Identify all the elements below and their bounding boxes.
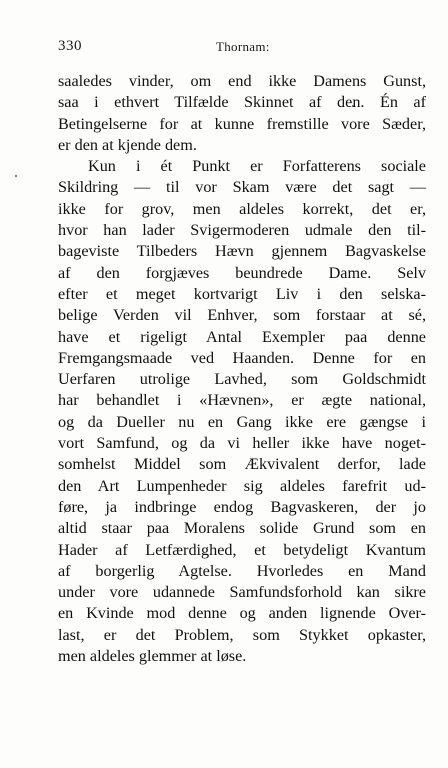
text-line: Hader af Letfærdighed, et betydeligt Kvantum (58, 540, 426, 559)
text-line: have et rigeligt Antal Exempler paa denne (58, 327, 426, 346)
text-line: af den forgjæves beundrede Dame. Selv (58, 263, 426, 282)
text-line: altid staar paa Moralens solide Grund som en (58, 519, 426, 538)
text-line: den Art Lumpenheder sig aldeles farefrit ud- (58, 476, 426, 495)
text-line: somhelst Middel som Ækvivalent derfor, lade (58, 455, 426, 474)
print-speck (15, 175, 17, 177)
text-line: Betingelserne for at kunne fremstille vore Sæder, (58, 114, 426, 133)
text-line: en Kvinde mod denne og anden lignende Over- (58, 604, 426, 623)
text-line: vort Samfund, og da vi heller ikke have noget- (58, 434, 426, 453)
running-head: Thornam: (216, 39, 270, 54)
text-line: Kun i ét Punkt er Forfatterens sociale (88, 157, 426, 176)
page-header (58, 38, 426, 58)
text-line: Uerfaren utrolige Lavhed, som Goldschmidt (58, 370, 426, 389)
text-line: efter et meget kortvarigt Liv i den selska- (58, 284, 426, 303)
text-line: Skildring — til vor Skam være det sagt — (58, 178, 426, 197)
text-line: føre, ja indbringe endog Bagvaskeren, der jo (58, 497, 426, 516)
text-line: Fremgangsmaade ved Haanden. Denne for en (58, 348, 426, 367)
text-line: under vore udannede Samfundsforhold kan sikre (58, 583, 426, 602)
text-line: last, er det Problem, som Stykket opkaster, (58, 625, 426, 644)
text-line: belige Verden vil Enhver, som forstaar at sé, (58, 306, 426, 325)
text-line: men aldeles glemmer at løse. (58, 647, 247, 666)
paragraph (58, 71, 426, 156)
text-line: er den at kjende dem. (58, 135, 197, 154)
body-text (58, 71, 426, 667)
text-line: bageviste Tilbeders Hævn gjennem Bagvaskelse (58, 242, 426, 261)
text-line: af borgerlig Agtelse. Hvorledes en Mand (58, 561, 426, 580)
text-line: hvor han lader Svigermoderen udmale den til- (58, 221, 426, 240)
text-line: saa i ethvert Tilfælde Skinnet af den. Én af (58, 93, 426, 112)
paragraph (58, 156, 426, 667)
text-line: har behandlet i «Hævnen», er ægte national, (58, 391, 426, 410)
text-line: saaledes vinder, om end ikke Damens Gunst, (58, 72, 426, 90)
text-line: ikke for grov, men aldeles korrekt, det er, (58, 199, 426, 218)
page-number: 330 (58, 38, 82, 54)
text-line: og da Dueller nu en Gang ikke ere gængse i (58, 412, 426, 431)
